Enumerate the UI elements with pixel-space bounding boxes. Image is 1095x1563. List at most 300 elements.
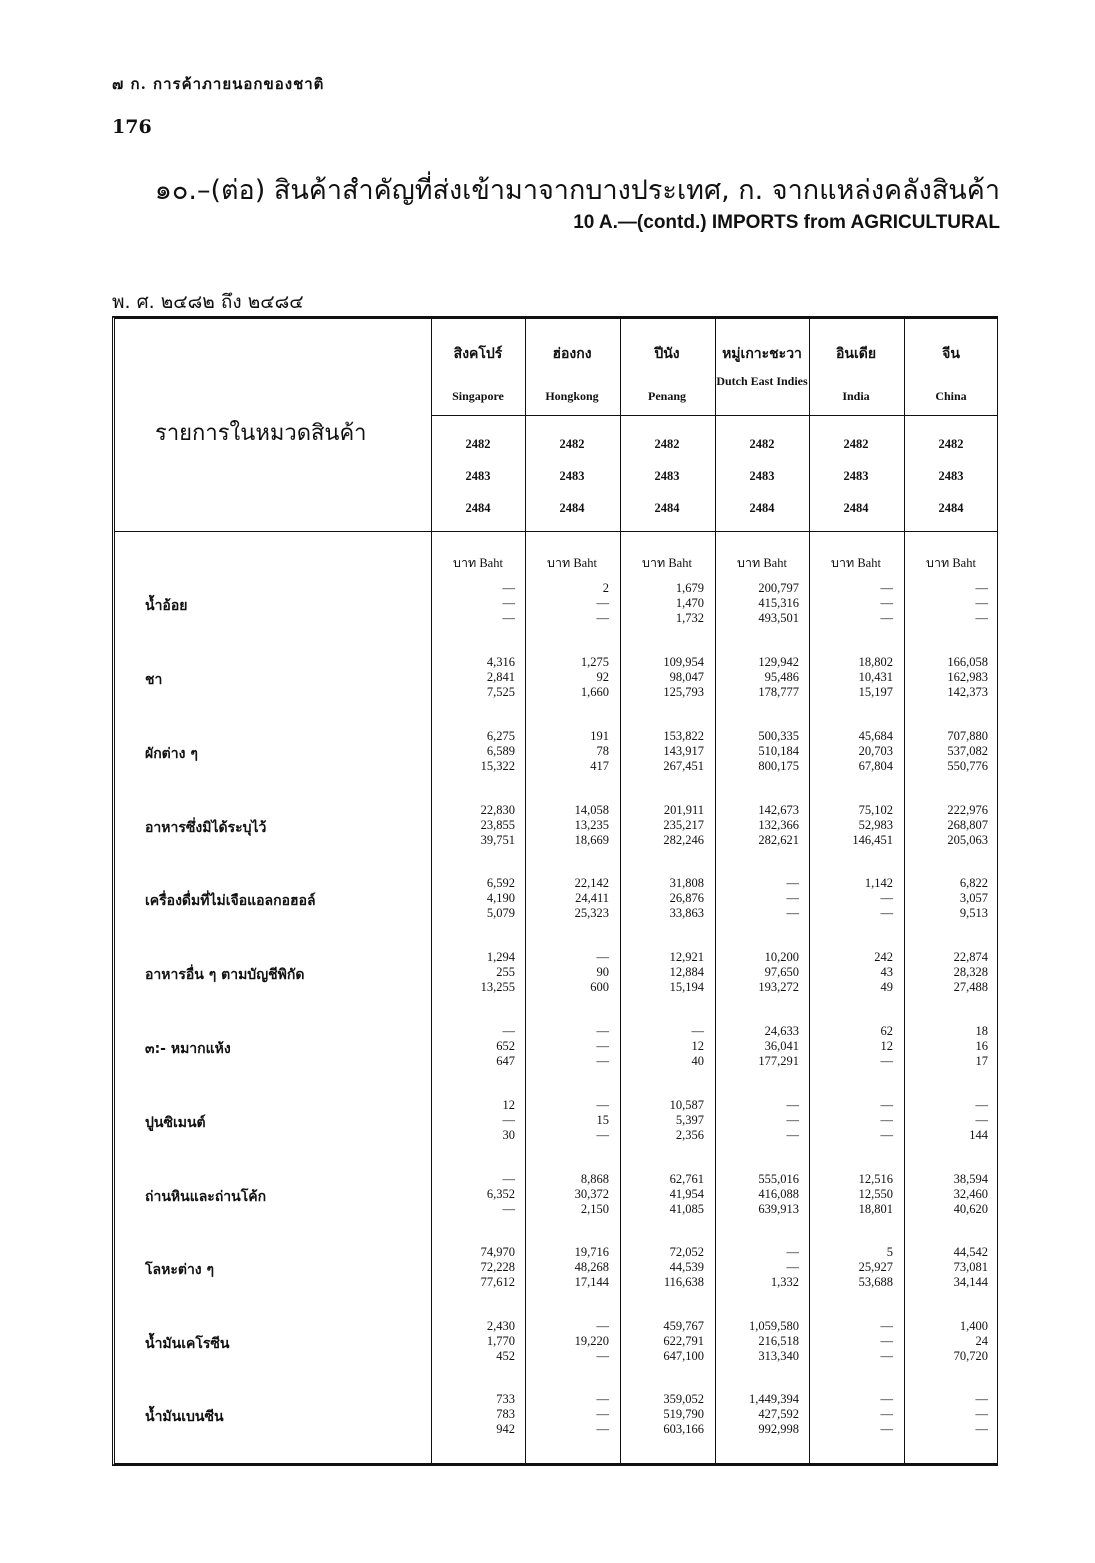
cell-value: 6,822 [959,876,988,890]
cell-value: 98,047 [669,670,704,684]
table-cell [906,1245,988,1290]
table-cell [527,729,609,774]
cell-value: — [880,1054,893,1068]
table-cell [811,1098,893,1143]
cell-value: 942 [496,1422,515,1436]
cell-value: — [596,1349,609,1363]
column-divider [904,319,905,1463]
cell-value: 222,976 [947,803,988,817]
cell-value: — [880,581,893,595]
column-year: 2483 [654,469,680,483]
cell-value: 537,082 [947,744,988,758]
column-divider [620,319,621,1463]
table-cell [433,876,515,921]
table-cell [811,655,893,700]
cell-value: 4,190 [486,891,515,905]
table-cell [622,581,704,626]
column-year: 2484 [843,501,869,515]
cell-value: 5,079 [486,906,515,920]
cell-value: 23,855 [480,818,515,832]
table-cell [527,581,609,626]
cell-value: 162,983 [947,670,988,684]
cell-value: 25,323 [574,906,609,920]
cell-value: 2,150 [580,1202,609,1216]
cell-value: 800,175 [758,759,799,773]
table-cell [811,803,893,848]
table-cell [906,803,988,848]
cell-value: — [596,950,609,964]
cell-value: 500,335 [758,729,799,743]
cell-value: 647,100 [663,1349,704,1363]
cell-value: 12 [502,1098,515,1112]
cell-value: 1,770 [486,1334,515,1348]
cell-value: 992,998 [758,1422,799,1436]
cell-value: 519,790 [663,1407,704,1421]
cell-value: 28,328 [953,965,988,979]
cell-value: 49 [880,980,893,994]
cell-value: 1,470 [675,596,704,610]
table-cell [811,729,893,774]
table-cell [622,1319,704,1364]
cell-value: 313,340 [758,1349,799,1363]
cell-value: — [975,581,988,595]
cell-value: 707,880 [947,729,988,743]
table-cell [622,803,704,848]
column-year: 2482 [749,437,775,451]
table-cell [622,655,704,700]
cell-value: 1,732 [675,611,704,625]
cell-value: — [880,891,893,905]
cell-value: 142,373 [947,685,988,699]
cell-value: 10,431 [858,670,893,684]
cell-value: 62 [880,1024,893,1038]
column-unit: บาท Baht [453,556,503,570]
cell-value: — [502,1024,515,1038]
cell-value: 132,366 [758,818,799,832]
cell-value: 27,488 [953,980,988,994]
table-cell [717,1319,799,1364]
column-header-thai: จีน [942,346,960,362]
cell-value: 282,621 [758,833,799,847]
cell-value: — [880,596,893,610]
table-cell [622,1392,704,1437]
cell-value: 639,913 [758,1202,799,1216]
cell-value: 18,802 [858,655,893,669]
cell-value: 15,194 [669,980,704,994]
cell-value: 52,983 [858,818,893,832]
cell-value: 416,088 [758,1187,799,1201]
cell-value: 31,808 [669,876,704,890]
cell-value: 144 [969,1128,988,1142]
table-cell [433,1392,515,1437]
cell-value: 5,397 [675,1113,704,1127]
cell-value: 97,650 [764,965,799,979]
cell-value: 622,791 [663,1334,704,1348]
cell-value: 33,863 [669,906,704,920]
cell-value: 15 [596,1113,609,1127]
column-year: 2484 [559,501,585,515]
cell-value: — [880,1334,893,1348]
cell-value: 5 [886,1245,893,1259]
cell-value: 30 [502,1128,515,1142]
column-year: 2484 [938,501,964,515]
cell-value: 7,525 [486,685,515,699]
cell-value: 92 [596,670,609,684]
table-cell [717,1245,799,1290]
cell-value: 177,291 [758,1054,799,1068]
cell-value: — [880,1128,893,1142]
cell-value: — [786,1113,799,1127]
cell-value: 22,830 [480,803,515,817]
cell-value: 26,876 [669,891,704,905]
cell-value: — [786,906,799,920]
cell-value: — [786,1245,799,1259]
table-cell [906,1172,988,1217]
table-cell [811,1392,893,1437]
cell-value: 18,669 [574,833,609,847]
table-title-english: 10 A.—(contd.) IMPORTS from AGRICULTURAL [573,212,1000,233]
cell-value: 24 [975,1334,988,1348]
cell-value: — [502,1113,515,1127]
table-cell [622,1024,704,1069]
cell-value: 72,228 [480,1260,515,1274]
cell-value: 603,166 [663,1422,704,1436]
cell-value: — [502,596,515,610]
table-cell [811,876,893,921]
table-cell [811,1172,893,1217]
cell-value: 25,927 [858,1260,893,1274]
table-cell [717,655,799,700]
table-cell [906,876,988,921]
cell-value: — [880,1392,893,1406]
cell-value: — [596,1098,609,1112]
table-cell [433,950,515,995]
cell-value: 783 [496,1407,515,1421]
cell-value: 15,322 [480,759,515,773]
cell-value: 8,868 [580,1172,609,1186]
cell-value: 19,220 [574,1334,609,1348]
cell-value: 44,542 [953,1245,988,1259]
cell-value: 415,316 [758,596,799,610]
cell-value: 6,352 [486,1187,515,1201]
cell-value: 555,016 [758,1172,799,1186]
table-cell [811,581,893,626]
cell-value: 193,272 [758,980,799,994]
cell-value: — [880,906,893,920]
table-cell [527,655,609,700]
cell-value: — [975,596,988,610]
cell-value: 1,294 [486,950,515,964]
cell-value: — [691,1024,704,1038]
cell-value: 9,513 [959,906,988,920]
cell-value: 125,793 [663,685,704,699]
cell-value: — [596,596,609,610]
column-unit: บาท Baht [547,556,597,570]
cell-value: 6,589 [486,744,515,758]
column-header-thai: สิงคโปร์ [453,346,503,362]
table-cell [717,950,799,995]
cell-value: 242 [874,950,893,964]
cell-value: 166,058 [947,655,988,669]
table-cell [906,729,988,774]
cell-value: 452 [496,1349,515,1363]
cell-value: — [880,1349,893,1363]
column-header-english: India [842,389,870,403]
cell-value: — [975,1392,988,1406]
table-cell [433,1245,515,1290]
cell-value: 40,620 [953,1202,988,1216]
table-cell [906,1392,988,1437]
cell-value: 417 [590,759,609,773]
cell-value: 73,081 [953,1260,988,1274]
cell-value: 201,911 [663,803,704,817]
cell-value: 459,767 [663,1319,704,1333]
cell-value: 14,058 [574,803,609,817]
cell-value: — [880,1113,893,1127]
row-label: อาหารซึ่งมิได้ระบุไว้ [145,820,267,836]
cell-value: 40 [691,1054,704,1068]
cell-value: 6,592 [486,876,515,890]
column-year: 2483 [938,469,964,483]
row-label: อาหารอื่น ๆ ตามบัญชีพิกัด [145,967,305,983]
table-cell [717,803,799,848]
column-header-english: China [935,389,967,403]
cell-value: 2,430 [486,1319,515,1333]
table-cell [717,1098,799,1143]
cell-value: 43 [880,965,893,979]
table-cell [527,950,609,995]
column-header-english: Singapore [452,389,504,403]
table-cell [433,1319,515,1364]
column-unit: บาท Baht [831,556,881,570]
cell-value: 647 [496,1054,515,1068]
cell-value: 39,751 [480,833,515,847]
cell-value: 1,660 [580,685,609,699]
cell-value: 129,942 [758,655,799,669]
table-cell [622,950,704,995]
cell-value: — [975,1407,988,1421]
cell-value: 32,460 [953,1187,988,1201]
cell-value: 255 [496,965,515,979]
cell-value: 18,801 [858,1202,893,1216]
cell-value: 12 [691,1039,704,1053]
table-cell [433,581,515,626]
row-label: ผักต่าง ๆ [145,746,198,762]
cell-value: 6,275 [486,729,515,743]
table-cell [527,1098,609,1143]
table-cell [527,1319,609,1364]
table-cell [906,581,988,626]
cell-value: 95,486 [764,670,799,684]
cell-value: 493,501 [758,611,799,625]
cell-value: 510,184 [758,744,799,758]
cell-value: 1,275 [580,655,609,669]
cell-value: — [975,611,988,625]
table-cell [622,729,704,774]
cell-value: 1,679 [675,581,704,595]
column-divider [715,319,716,1463]
cell-value: 90 [596,965,609,979]
column-year: 2482 [938,437,964,451]
column-header-english: Hongkong [545,389,599,403]
cell-value: 267,451 [663,759,704,773]
table-cell [717,1024,799,1069]
table-cell [433,729,515,774]
row-label: ชา [145,672,163,688]
cell-value: — [502,611,515,625]
cell-value: 74,970 [480,1245,515,1259]
cell-value: 600 [590,980,609,994]
cell-value: 1,449,394 [749,1392,799,1406]
cell-value: 62,761 [669,1172,704,1186]
cell-value: 12,884 [669,965,704,979]
cell-value: 77,612 [480,1275,515,1289]
cell-value: 12 [880,1039,893,1053]
cell-value: — [502,581,515,595]
cell-value: 75,102 [858,803,893,817]
cell-value: 2,841 [486,670,515,684]
body-divider [115,531,997,532]
column-divider [809,319,810,1463]
column-divider [431,319,432,1463]
cell-value: 359,052 [663,1392,704,1406]
row-label: ปูนซิเมนต์ [145,1115,206,1131]
table-cell [906,1098,988,1143]
cell-value: — [596,1054,609,1068]
cell-value: 550,776 [947,759,988,773]
table-cell [811,1024,893,1069]
cell-value: 78 [596,744,609,758]
row-header: รายการในหมวดสินค้า [155,421,367,446]
imports-table [112,316,998,1466]
row-label: ถ่านหินและถ่านโค้ก [145,1189,267,1205]
table-cell [717,729,799,774]
column-header-english: Penang [647,389,686,403]
cell-value: 12,921 [669,950,704,964]
cell-value: 2,356 [675,1128,704,1142]
cell-value: 72,052 [669,1245,704,1259]
cell-value: 36,041 [764,1039,799,1053]
cell-value: 38,594 [953,1172,988,1186]
table-cell [433,1172,515,1217]
table-cell [717,581,799,626]
table-cell [527,1245,609,1290]
table-cell [527,876,609,921]
table-cell [906,950,988,995]
cell-value: 45,684 [858,729,893,743]
cell-value: 235,217 [663,818,704,832]
cell-value: — [596,1407,609,1421]
table-cell [622,1245,704,1290]
cell-value: 268,807 [947,818,988,832]
table-cell [527,1392,609,1437]
cell-value: — [975,1422,988,1436]
column-header-thai: อินเดีย [835,346,877,362]
column-header-thai: ปีนัง [654,346,680,362]
table-cell [527,1172,609,1217]
cell-value: — [880,1422,893,1436]
cell-value: — [502,1172,515,1186]
table-cell [433,1024,515,1069]
cell-value: — [596,1319,609,1333]
cell-value: 109,954 [663,655,704,669]
cell-value: — [596,1024,609,1038]
cell-value: 34,144 [953,1275,988,1289]
cell-value: 146,451 [852,833,893,847]
cell-value: 24,411 [575,891,609,905]
cell-value: — [786,1260,799,1274]
column-year: 2482 [465,437,491,451]
table-cell [622,876,704,921]
cell-value: 1,400 [959,1319,988,1333]
cell-value: — [786,1128,799,1142]
header-divider [431,415,997,416]
table-cell [717,1172,799,1217]
row-label: น้ำมันเคโรซีน [145,1336,230,1352]
row-label: น้ำอ้อย [145,598,188,614]
cell-value: — [786,891,799,905]
cell-value: 18 [975,1024,988,1038]
cell-value: — [596,1128,609,1142]
column-header-thai: ฮ่องกง [552,346,592,362]
cell-value: — [786,876,799,890]
column-year: 2484 [749,501,775,515]
row-label: น้ำมันเบนซีน [145,1409,224,1425]
column-year: 2482 [559,437,585,451]
cell-value: 44,539 [669,1260,704,1274]
column-header-english: Dutch East Indies [716,374,808,388]
column-year: 2483 [559,469,585,483]
cell-value: 53,688 [858,1275,893,1289]
column-unit: บาท Baht [642,556,692,570]
table-cell [906,1024,988,1069]
cell-value: 1,059,580 [749,1319,799,1333]
cell-value: — [975,1113,988,1127]
cell-value: 20,703 [858,744,893,758]
cell-value: 205,063 [947,833,988,847]
column-unit: บาท Baht [737,556,787,570]
cell-value: — [880,1407,893,1421]
cell-value: 200,797 [758,581,799,595]
cell-value: 216,518 [758,1334,799,1348]
period-label: พ. ศ. ๒๔๘๒ ถึง ๒๔๘๔ [112,291,304,313]
running-head: ๗ ก. การค้าภายนอกของชาติ [112,75,325,93]
table-cell [527,1024,609,1069]
cell-value: 4,316 [486,655,515,669]
cell-value: 24,633 [764,1024,799,1038]
column-divider [525,319,526,1463]
cell-value: 15,197 [858,685,893,699]
cell-value: 116,638 [663,1275,704,1289]
cell-value: — [596,1422,609,1436]
cell-value: 10,587 [669,1098,704,1112]
cell-value: — [596,611,609,625]
column-unit: บาท Baht [926,556,976,570]
cell-value: 41,954 [669,1187,704,1201]
cell-value: 652 [496,1039,515,1053]
column-year: 2482 [654,437,680,451]
table-cell [433,1098,515,1143]
table-cell [811,1245,893,1290]
cell-value: 12,550 [858,1187,893,1201]
cell-value: 427,592 [758,1407,799,1421]
table-cell [717,876,799,921]
cell-value: — [596,1039,609,1053]
cell-value: 13,255 [480,980,515,994]
row-label: โลหะต่าง ๆ [145,1262,215,1278]
cell-value: 10,200 [764,950,799,964]
cell-value: 41,085 [669,1202,704,1216]
